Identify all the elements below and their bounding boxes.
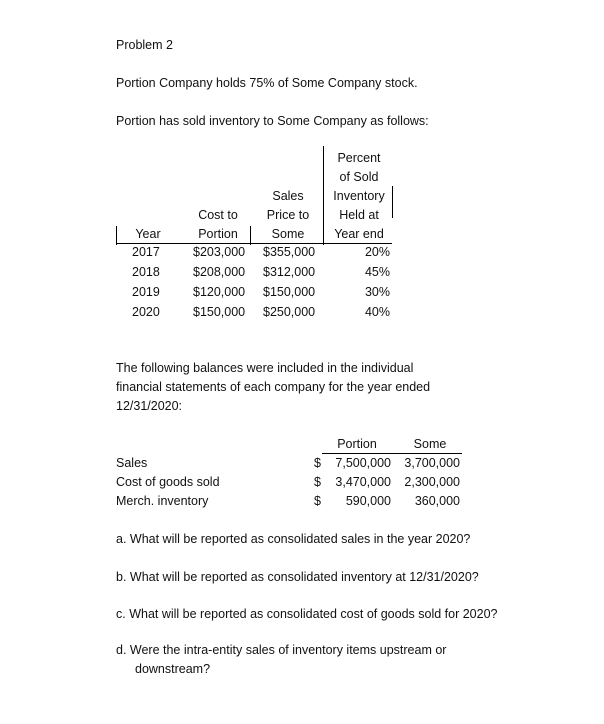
percent-col-left-border [323,146,324,245]
question-c: c. What will be reported as consolidated cost of goods sold for 2020? [116,607,498,621]
header-portion: Portion [337,437,377,451]
header-percent-line-1: Percent [337,151,381,165]
question-d-line-2: downstream? [135,662,211,676]
balances-paragraph-line-3: 12/31/2020: [116,399,183,413]
row-cogs-some: 2,300,000 [404,475,460,489]
row-inventory-label: Merch. inventory [116,494,209,508]
row-sales-portion: 7,500,000 [335,456,391,470]
page-title: Problem 2 [116,38,173,52]
row-2017-cost: $203,000 [193,245,246,259]
header-cost-line-1: Cost to [198,208,238,222]
balances-paragraph-line-2: financial statements of each company for the year ended [116,380,431,394]
row-2019-percent: 30% [364,285,390,299]
row-2020-percent: 40% [364,305,390,319]
row-2018-cost: $208,000 [193,265,246,279]
row-2017-sales: $355,000 [263,245,316,259]
question-a: a. What will be reported as consolidated sales in the year 2020? [116,532,471,546]
header-some: Some [413,437,447,451]
row-2020-cost: $150,000 [193,305,246,319]
row-sales-currency: $ [314,456,321,470]
header-sales-line-2: Price to [266,208,310,222]
row-2019-year: 2019 [132,285,160,299]
header-percent-line-5: Year end [334,227,384,241]
question-b: b. What will be reported as consolidated inventory at 12/31/2020? [116,570,479,584]
header-cost-line-2: Portion [198,227,238,241]
header-percent-line-2: of Sold [339,170,379,184]
row-sales-some: 3,700,000 [404,456,460,470]
percent-col-right-border [392,186,393,218]
row-sales-label: Sales [116,456,148,470]
row-2019-sales: $150,000 [263,285,316,299]
row-inventory-portion: 590,000 [345,494,391,508]
row-2018-year: 2018 [132,265,160,279]
row-inventory-currency: $ [314,494,321,508]
row-cogs-currency: $ [314,475,321,489]
row-cogs-label: Cost of goods sold [116,475,220,489]
row-2017-percent: 20% [364,245,390,259]
intro-holding: Portion Company holds 75% of Some Company stock. [116,76,418,90]
header-percent-line-3: Inventory [333,189,385,203]
row-inventory-some: 360,000 [414,494,460,508]
row-2019-cost: $120,000 [193,285,246,299]
header-year: Year [135,227,161,241]
row-2020-year: 2020 [132,305,160,319]
balances-paragraph-line-1: The following balances were included in the individual [116,361,414,375]
question-d-line-1: d. Were the intra-entity sales of inventory items upstream or [116,643,447,657]
row-2018-sales: $312,000 [263,265,316,279]
header-sales-line-1: Sales [272,189,304,203]
row-cogs-portion: 3,470,000 [335,475,391,489]
row-2020-sales: $250,000 [263,305,316,319]
row-2018-percent: 45% [364,265,390,279]
row-2017-year: 2017 [132,245,160,259]
balances-header-underline [322,453,462,454]
header-sales-line-3: Some [271,227,305,241]
header-percent-line-4: Held at [339,208,379,222]
intro-sales: Portion has sold inventory to Some Company as follows: [116,114,429,128]
header-underline [116,243,392,244]
